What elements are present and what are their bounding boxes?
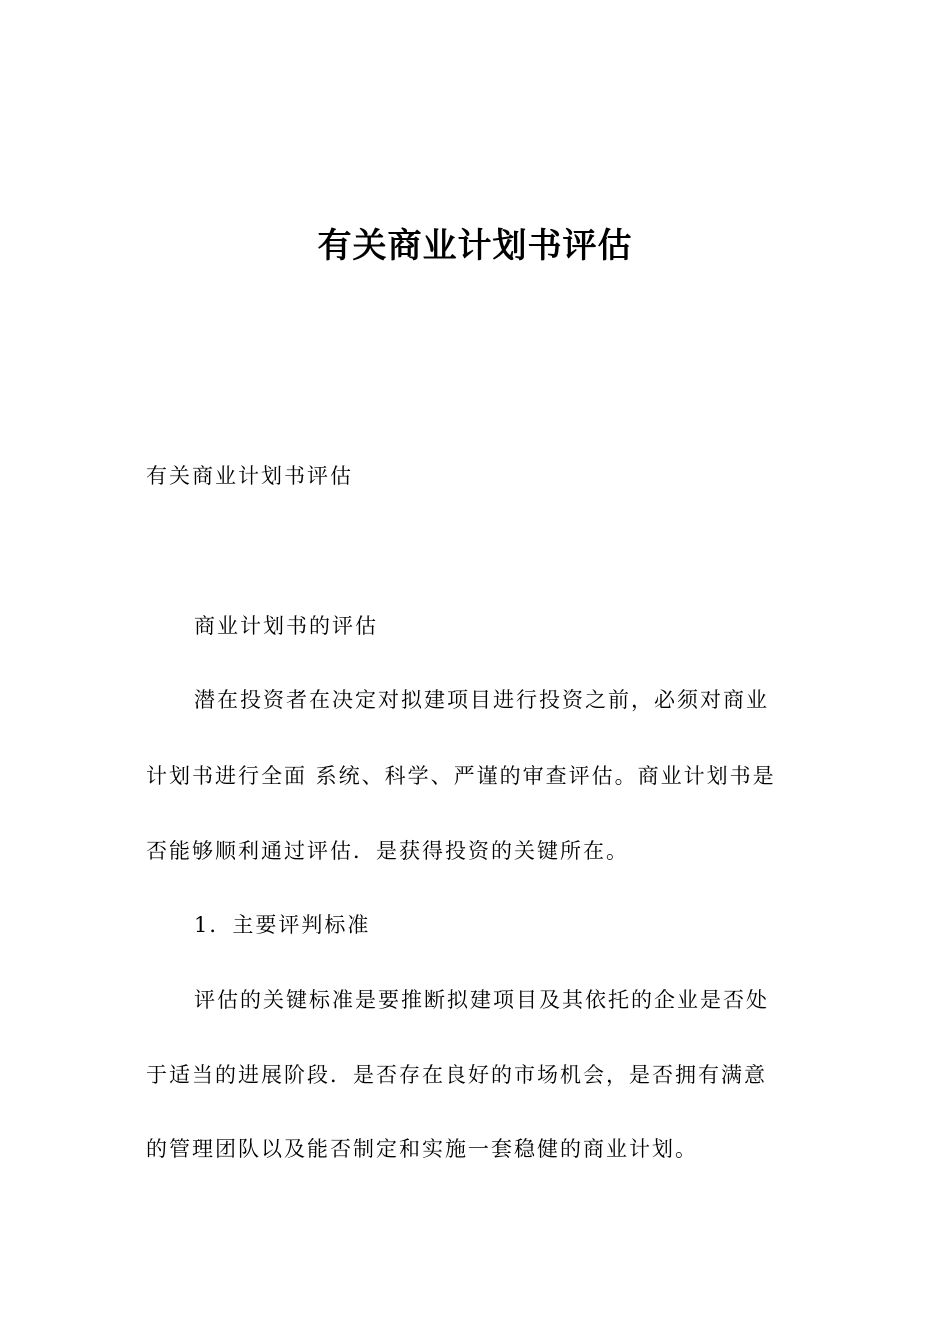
document-subtitle: 有关商业计划书评估 [146, 464, 353, 488]
section-heading: 商业计划书的评估 [194, 614, 378, 638]
paragraph1-line2: 计划书进行全面 系统、科学、严谨的审查评估。商业计划书是 [146, 764, 776, 788]
document-title: 有关商业计划书评估 [317, 226, 633, 266]
paragraph2-line1: 评估的关键标准是要推断拟建项目及其依托的企业是否处 [194, 988, 769, 1012]
paragraph2-line3: 的管理团队以及能否制定和实施一套稳健的商业计划。 [146, 1137, 698, 1161]
paragraph2-line2: 于适当的进展阶段．是否存在良好的市场机会，是否拥有满意 [146, 1063, 767, 1087]
item1-heading: 1．主要评判标准 [194, 913, 371, 937]
paragraph1-line3: 否能够顺利通过评估．是获得投资的关键所在。 [146, 839, 629, 863]
paragraph1-line1: 潜在投资者在决定对拟建项目进行投资之前，必须对商业 [194, 688, 769, 712]
